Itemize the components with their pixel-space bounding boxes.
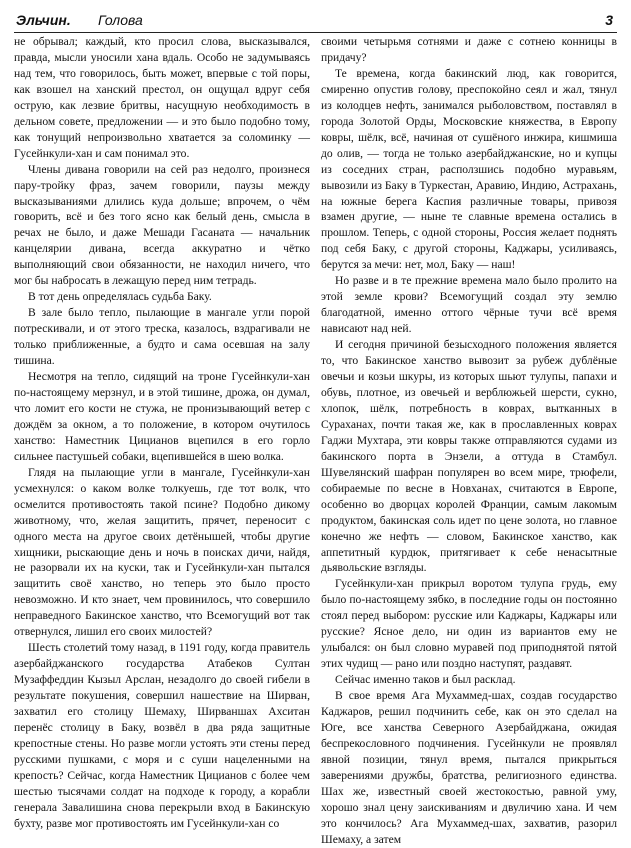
paragraph: Шесть столетий тому назад, в 1191 году, когда правитель азербайджанского государства Атабеков Султан Музаффеддин Кызыл Арслан, незадолго до своей гибели в результате покушения, совершил нашествие на Ширван, захватил его столицу Шемаху, Ширваншах Ахситан перенёс столицу в Баку, возвёл в два ряда защитные крепостные стены. Но разве могли устоять эти стены перед русскими пушками, с моря и с суши нацеленными на крепость? Сейчас, когда Наместник Цицианов с более чем шестью тысячами солдат на подходе к городу, а корабли генерала Завалишина снова перекрыли вход в Бакинскую бухту, разве мог противостоять им Гусейнкули-хан со bbox=[14, 641, 310, 830]
paragraph: своими четырьмя сотнями и даже с сотнею конницы в придачу? bbox=[321, 35, 617, 64]
paragraph: В зале было тепло, пылающие в мангале угли порой потрескивали, и от этого треска, казалось, вздрагивали не только приближенные, а будто и сама осевшая на залу тишина. bbox=[14, 306, 310, 368]
left-column bbox=[14, 34, 310, 830]
paragraph: И сегодня причиной безысходного положения является то, что Бакинское ханство вывозит за рубеж дублёные овечьи и козьи шкуры, из которых шьют тулупы, папахи и обувь, плотное, из овечьей и верблюжьей шерсти, сукно, хлопок, шёлк, потребность в коврах, вытканных в Сураханах, почти такая же, как в прославленных коврах Гаджи Мухтара, эти ковры также отправляются судами из бакинского порта в Энзели, а оттуда в Стамбул. Шувелянский шафран популярен во всем мире, трюфели, собираемые по весне в Новханах, считаются в Европе, особенно во дворцах королей Франции, самым лакомым продуктом, бакинская соль идет по цене золота, но главное конечно же нефть — словом, Бакинское ханство, как аппетитный курдюк, притягивает к себе ненасытные дьявольские взгляды. bbox=[321, 338, 617, 575]
paragraph: Но разве и в те прежние времена мало было пролито на этой земле крови? Всемогущий создал эту землю благодатной, именно оттого чёрные тучи всё время нависают над ней. bbox=[321, 274, 617, 336]
paragraph: В тот день определялась судьба Баку. bbox=[28, 290, 212, 304]
header-title: Голова bbox=[98, 12, 143, 28]
header-separator bbox=[86, 12, 90, 28]
paragraph: Сейчас именно таков и был расклад. bbox=[335, 673, 516, 687]
paragraph: В свое время Ага Мухаммед-шах, создав государство Каджаров, решил подчинить себе, как он это сделал на Юге, все ханства Северного Азербайджана, ожидая беспрекословного подчинения. Гусейнкули не проявлял явной позиции, тянул время, пытался прикрыться заверениями дружбы, братства, религиозного единства. Шах же, известный своей жестокостью, равной уму, хорошо знал цену заискиваниям и двуличию хана. И чем это кончилось? Ага Мухаммед-шах, захватив, разорил Шемаху, а затем bbox=[321, 689, 617, 846]
header-author: Эльчин. bbox=[16, 12, 71, 28]
paragraph: Глядя на пылающие угли в мангале, Гусейнкули-хан усмехнулся: о каком волке толкуешь, где тот волк, что осмелится противостоять такой псине? Подобно дикому животному, что, желая защитить, прячет, переносит с одного места на другое своих детёнышей, чтобы другие хищники, рыскающие день и ночь в поисках дичи, найдя, не разорвали их на куски, так и Гусейнкули-хан пытался защитить своё ханство, но теперь это было просто невозможно. И кто знает, чем провинилось, что совершило неправедного Бакинское ханство, что Всемогущий вот так отвернулся, лишил его своих милостей? bbox=[14, 465, 310, 639]
right-column bbox=[321, 34, 617, 846]
paragraph: Несмотря на тепло, сидящий на троне Гусейнкули-хан по-настоящему мерзнул, и в этой тишине, дрожа, он думал, что ломит его кости не стужа, не пронизывающий ветер с дождём за окном, а то положение, в котором очутилось ханство: Наместник Цицианов вцепился в его горло сильнее пастушьей собаки, вцепившейся в шею волка. bbox=[14, 370, 310, 463]
paragraph: Те времена, когда бакинский люд, как говорится, смиренно опустив голову, преспокойно сеял и жал, тянул из колодцев нефть, занимался рыболовством, поставлял в города Золотой Орды, Московские княжества, в Европу ковры, шёлк, всё, начиная от сушёного инжира, кишмиша до олив, — тогда не только азербайджанские, но и купцы из соседних стран, расползшись подобно муравьям, вывозили из Баку в Туркестан, Аравию, Индию, Астрахань, на южные берега Каспия различные товары, привозя взамен другие, — ныне те славные времена остались в прошлом. Теперь, с одной стороны, Россия желает поднять под себя Баку, с другой стороны, Каджары, усиливаясь, берутся за мечи: нет, мол, Баку — наш! bbox=[321, 66, 617, 272]
paragraph: Члены дивана говорили на сей раз недолго, произнеся пару-тройку фраз, зачем говорили, паузы между высказываниями длились куда дольше; впрочем, о чём говорить, всё и без того ясно как белый день, смысла в речах не было, и даже Мешади Гасаната — начальник канцелярии дивана, всегда аккуратно и чётко выполняющий свои обязанности, не находил ничего, что мог бы набросать в лежащую перед ним тетрадь. bbox=[14, 162, 310, 288]
page-number: 3 bbox=[605, 12, 613, 28]
paragraph: не обрывал; каждый, кто просил слова, высказывался, правда, мысли уносили хана вдаль. Особо не задумываясь над тем, что говорилось, быть может, впервые с той поры, как взошел на ханский престол, он ощущал вдруг себя острую, как лезвие бритвы, насущную необходимость в дельном совете, предложении — и это было подобно тому, как тонущий непроизвольно хватается за соломинку — Гусейнкули-хан и сам понимал это. bbox=[14, 35, 310, 160]
running-header bbox=[14, 8, 617, 33]
paragraph: Гусейнкули-хан прикрыл воротом тулупа грудь, ему было по-настоящему зябко, в последние годы он постоянно стоял перед выбором: русские или Каджары, Каджары или русские? Ясное дело, ни один из вариантов ему не улыбался: он был словно муравей под приподнятой пятой этих чудищ — рано или поздно наступят, раздавят. bbox=[321, 577, 617, 671]
